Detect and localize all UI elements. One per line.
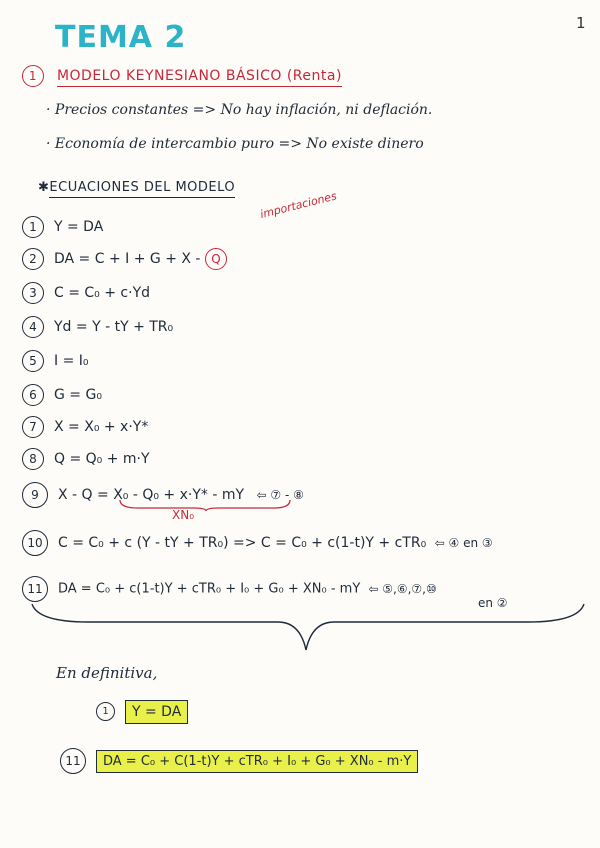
- equation-11-reference-cont: en ②: [478, 596, 508, 610]
- equation-reference: ⇦ ⑦ - ⑧: [256, 488, 304, 502]
- highlighted-equation: DA = C₀ + C(1-t)Y + cTR₀ + I₀ + G₀ + XN₀ - m·Y: [96, 750, 418, 773]
- equation-number: 7: [22, 416, 44, 438]
- equation-text: Yd = Y - tY + TR₀: [54, 319, 174, 335]
- equation-number: 2: [22, 248, 44, 270]
- equation-6: [22, 384, 102, 406]
- equation-11: [22, 576, 437, 602]
- page-title: TEMA 2: [55, 20, 187, 55]
- imports-annotation: importaciones: [258, 189, 339, 221]
- equation-text: Q = Q₀ + m·Y: [54, 451, 150, 467]
- asterisk-icon: ✱: [38, 180, 50, 195]
- xn0-bracket: [118, 498, 294, 512]
- equation-number: 6: [22, 384, 44, 406]
- equation-number: 8: [22, 448, 44, 470]
- equation-text: X - Q = X₀ - Q₀ + x·Y* - mY: [58, 487, 245, 503]
- equation-number: 10: [22, 530, 48, 556]
- equation-10: [22, 530, 493, 556]
- equation-2: [22, 248, 237, 270]
- conclusion-equation-1: [96, 702, 188, 721]
- equation-text: X = X₀ + x·Y*: [54, 419, 149, 435]
- section-heading: [22, 65, 342, 87]
- highlighted-equation: Y = DA: [125, 700, 188, 724]
- conclusion-equation-11: [60, 748, 418, 774]
- equation-text: DA = C + I + G + X -: [54, 251, 205, 267]
- equation-number: 1: [96, 702, 115, 721]
- curly-brace: [28, 600, 588, 656]
- equation-text: C = C₀ + c (Y - tY + TR₀) => C = C₀ + c(1-t)Y + cTR₀: [58, 535, 427, 551]
- equation-number: 1: [22, 216, 44, 238]
- equation-text: Y = DA: [54, 219, 104, 235]
- equation-8: [22, 448, 150, 470]
- xn0-annotation: XN₀: [172, 508, 195, 522]
- equation-text: C = C₀ + c·Yd: [54, 285, 151, 301]
- imports-circle: Q: [205, 248, 227, 270]
- equation-5: [22, 350, 89, 372]
- equation-number: 11: [60, 748, 86, 774]
- section-title: MODELO KEYNESIANO BÁSICO (Renta): [57, 68, 342, 87]
- equation-reference: ⇦ ④ en ③: [434, 536, 493, 550]
- equation-text: DA = C₀ + c(1-t)Y + cTR₀ + I₀ + G₀ + XN₀ - mY: [58, 581, 361, 597]
- equation-reference: ⇦ ⑤,⑥,⑦,⑩: [368, 581, 437, 596]
- section-number: 1: [22, 65, 44, 87]
- equation-number: 5: [22, 350, 44, 372]
- equation-7: [22, 416, 148, 438]
- equations-heading: ✱ECUACIONES DEL MODELO: [38, 180, 235, 195]
- equation-number: 3: [22, 282, 44, 304]
- equation-1: [22, 216, 103, 238]
- page-number: 1: [576, 14, 586, 32]
- bullet-economy: · Economía de intercambio puro => No existe dinero: [46, 136, 424, 152]
- equation-4: [22, 316, 173, 338]
- bullet-prices: · Precios constantes => No hay inflación, ni deflación.: [46, 102, 433, 118]
- equation-text: G = G₀: [54, 387, 102, 403]
- equation-text: I = I₀: [54, 353, 89, 369]
- equation-number: 4: [22, 316, 44, 338]
- equation-number: 11: [22, 576, 48, 602]
- conclusion-intro: En definitiva,: [56, 664, 158, 682]
- equation-3: [22, 282, 150, 304]
- equation-number: 9: [22, 482, 48, 508]
